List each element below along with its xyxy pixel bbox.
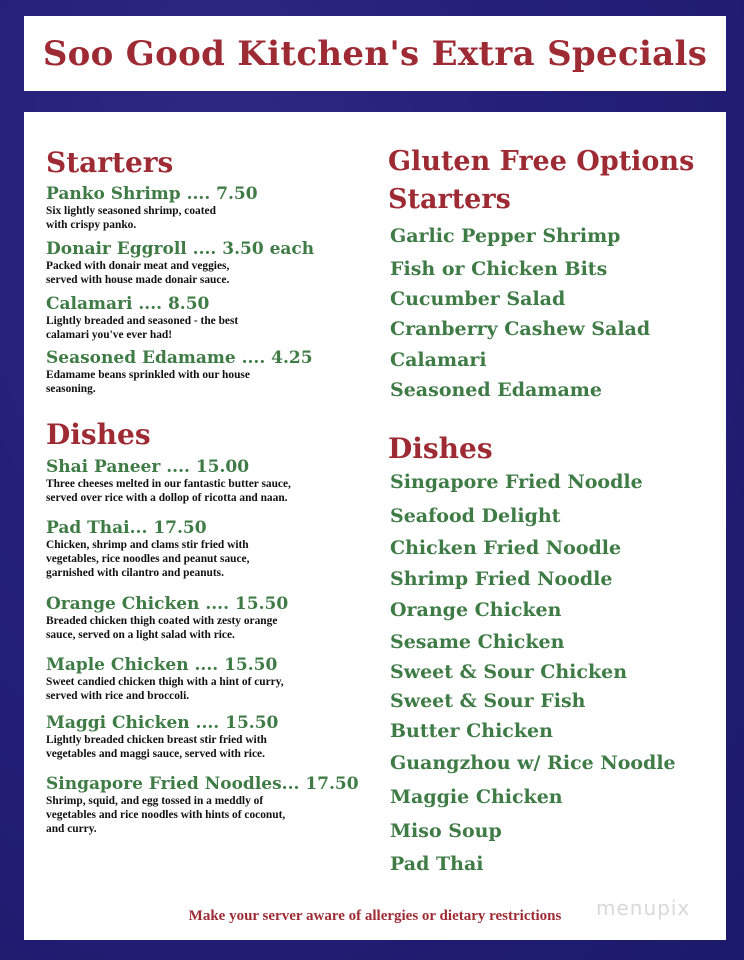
item-desc-line: Packed with donair meat and veggies, xyxy=(46,260,230,272)
item-name: Maggi Chicken .... 15.50 xyxy=(46,713,279,733)
menu-item xyxy=(46,457,376,505)
item-name: Orange Chicken .... 15.50 xyxy=(46,594,289,614)
item-desc-line: with crispy panko. xyxy=(46,219,137,231)
gf-starter-item: Garlic Pepper Shrimp xyxy=(390,225,621,247)
item-desc-line: vegetables and rice noodles with hints of coconut, xyxy=(46,809,286,821)
item-desc-line: Lightly breaded and seasoned - the best xyxy=(46,315,239,327)
watermark: menupix xyxy=(596,896,691,920)
gf-dish-item: Seafood Delight xyxy=(390,505,561,527)
gf-starters-heading: Starters xyxy=(388,184,511,215)
menu-item xyxy=(46,294,376,342)
page-title: Soo Good Kitchen's Extra Specials xyxy=(42,33,708,74)
gf-dish-item: Sesame Chicken xyxy=(390,631,565,653)
item-desc-line: served with rice and broccoli. xyxy=(46,690,190,702)
item-name: Calamari .... 8.50 xyxy=(46,294,210,314)
gf-dish-item: Sweet & Sour Fish xyxy=(390,690,586,712)
gf-dish-item: Orange Chicken xyxy=(390,599,562,621)
item-desc-line: Edamame beans sprinkled with our house xyxy=(46,369,250,381)
item-name: Pad Thai... 17.50 xyxy=(46,518,207,538)
gluten-free-heading: Gluten Free Options xyxy=(388,146,695,177)
item-desc-line: vegetables and maggi sauce, served with rice. xyxy=(46,748,265,760)
menu-item xyxy=(46,655,376,703)
item-name: Panko Shrimp .... 7.50 xyxy=(46,184,258,204)
item-desc-line: Chicken, shrimp and clams stir fried with xyxy=(46,539,249,551)
menu-item xyxy=(46,239,376,287)
item-name: Maple Chicken .... 15.50 xyxy=(46,655,278,675)
item-name: Singapore Fried Noodles... 17.50 xyxy=(46,774,359,794)
gf-dish-item: Miso Soup xyxy=(390,820,502,842)
item-desc-line: and curry. xyxy=(46,823,97,835)
menu-panel xyxy=(24,112,726,940)
item-desc-line: Shrimp, squid, and egg tossed in a meddly of xyxy=(46,795,264,807)
item-desc-line: served with house made donair sauce. xyxy=(46,274,230,286)
gf-dish-item: Butter Chicken xyxy=(390,720,553,742)
item-desc-line: served over rice with a dollop of ricotta and naan. xyxy=(46,492,288,504)
gf-starter-item: Calamari xyxy=(390,349,487,371)
menu-item xyxy=(46,348,376,396)
item-desc-line: calamari you've ever had! xyxy=(46,329,173,341)
item-desc-line: Lightly breaded chicken breast stir fried with xyxy=(46,734,267,746)
item-name: Seasoned Edamame .... 4.25 xyxy=(46,348,313,368)
item-name: Shai Paneer .... 15.00 xyxy=(46,457,250,477)
gf-dish-item: Guangzhou w/ Rice Noodle xyxy=(390,752,676,774)
allergy-note: Make your server aware of allergies or dietary restrictions xyxy=(188,908,562,924)
gf-starter-item: Fish or Chicken Bits xyxy=(390,258,608,280)
starters-heading: Starters xyxy=(46,146,174,179)
item-desc-line: Six lightly seasoned shrimp, coated xyxy=(46,205,216,217)
menu-item xyxy=(46,774,376,836)
gf-dish-item: Pad Thai xyxy=(390,853,484,875)
gf-dish-item: Chicken Fried Noodle xyxy=(390,537,622,559)
gf-dish-item: Shrimp Fried Noodle xyxy=(390,568,613,590)
item-desc-line: garnished with cilantro and peanuts. xyxy=(46,567,224,579)
menu-item xyxy=(46,594,376,642)
item-desc-line: seasoning. xyxy=(46,383,96,395)
item-desc-line: sauce, served on a light salad with rice. xyxy=(46,629,235,641)
item-desc-line: Three cheeses melted in our fantastic butter sauce, xyxy=(46,478,291,490)
item-desc-line: vegetables, rice noodles and peanut sauce, xyxy=(46,553,250,565)
gf-starter-item: Cranberry Cashew Salad xyxy=(390,318,651,340)
item-desc-line: Sweet candied chicken thigh with a hint of curry, xyxy=(46,676,284,688)
gf-dish-item: Singapore Fried Noodle xyxy=(390,471,643,493)
gf-dish-item: Sweet & Sour Chicken xyxy=(390,661,628,683)
gf-dish-item: Maggie Chicken xyxy=(390,786,563,808)
dishes-heading: Dishes xyxy=(46,418,151,451)
gf-starter-item: Seasoned Edamame xyxy=(390,379,602,401)
menu-item xyxy=(46,713,376,761)
menu-item xyxy=(46,184,376,232)
gf-starter-item: Cucumber Salad xyxy=(390,288,566,310)
header-banner xyxy=(24,16,726,91)
item-desc-line: Breaded chicken thigh coated with zesty orange xyxy=(46,615,278,627)
gf-dishes-heading: Dishes xyxy=(388,432,493,465)
menu-item xyxy=(46,518,376,580)
item-name: Donair Eggroll .... 3.50 each xyxy=(46,239,315,259)
